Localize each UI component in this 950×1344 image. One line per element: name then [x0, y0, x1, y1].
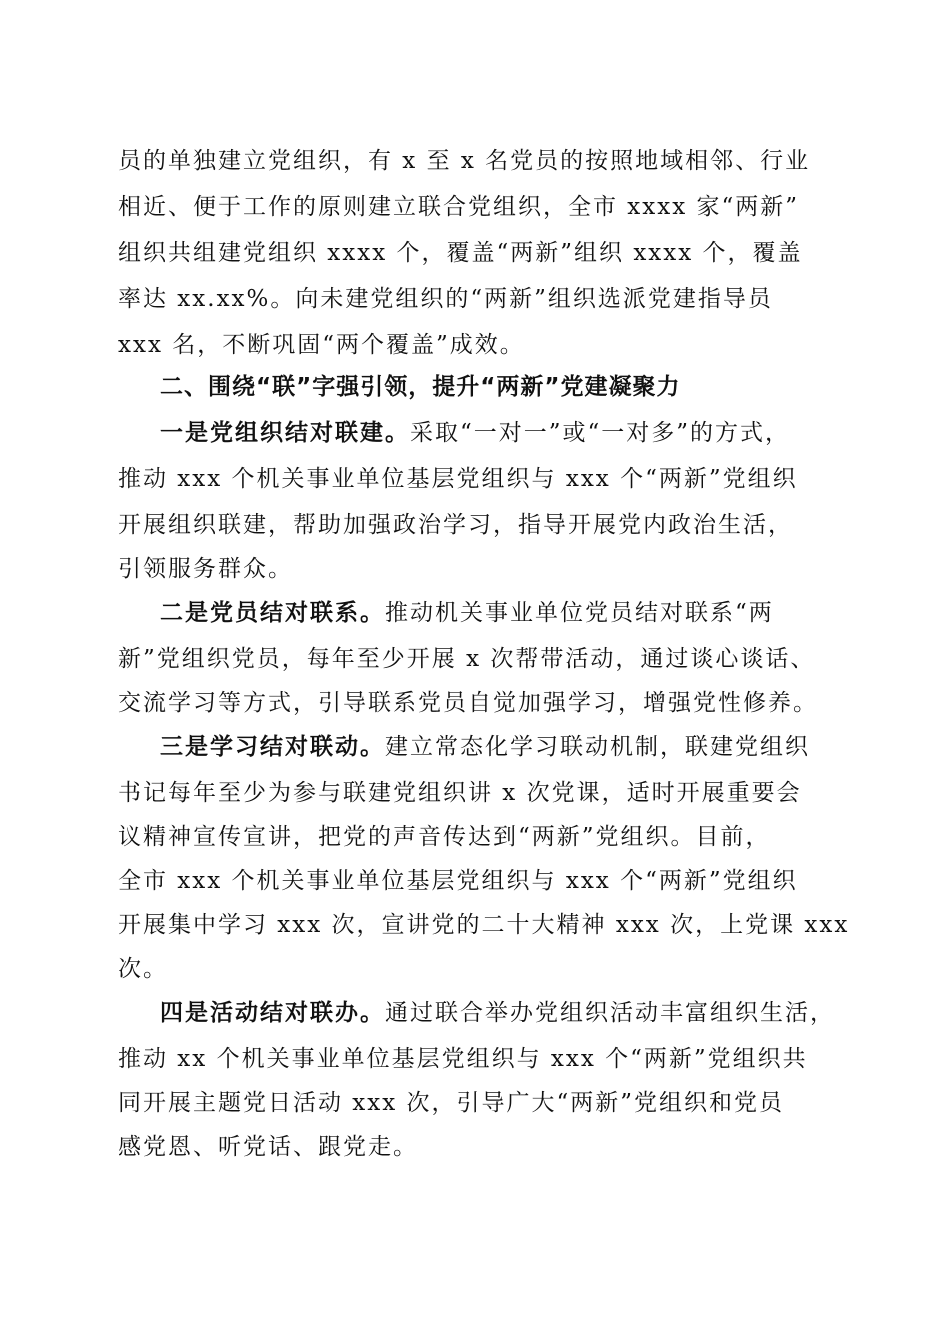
item-first-line: [160, 418, 840, 448]
paragraph-line: 议精神宣传宣讲，把党的声音传达到“两新”党组织。目前，: [118, 824, 771, 850]
paragraph-line: 引领服务群众。: [118, 556, 293, 582]
item-lead: 四是活动结对联办。: [160, 1000, 385, 1026]
paragraph-line: 全市 xxx 个机关事业单位基层党组织与 xxx 个“两新”党组织: [118, 868, 798, 894]
item-first-line: [160, 732, 840, 762]
item-lead: 一是党组织结对联建。: [160, 420, 410, 446]
paragraph-line: 率达 xx.xx%。向未建党组织的“两新”组织选派党建指导员: [118, 286, 773, 312]
item-text: 采取“一对一”或“一对多”的方式，: [410, 420, 791, 446]
paragraph-line: 相近、便于工作的原则建立联合党组织，全市 xxxx 家“两新”: [118, 194, 800, 220]
paragraph-line: 感党恩、听党话、跟党走。: [118, 1134, 418, 1160]
paragraph-line: 开展集中学习 xxx 次，宣讲党的二十大精神 xxx 次，上党课 xxx: [118, 912, 850, 938]
item-first-line: [160, 598, 840, 628]
paragraph-line: 交流学习等方式，引导联系党员自觉加强学习，增强党性修养。: [118, 690, 818, 716]
paragraph-line: 开展组织联建，帮助加强政治学习，指导开展党内政治生活，: [118, 512, 793, 538]
paragraph-line: 组织共组建党组织 xxxx 个，覆盖“两新”组织 xxxx 个，覆盖: [118, 240, 803, 266]
paragraph-line: 推动 xx 个机关事业单位基层党组织与 xxx 个“两新”党组织共: [118, 1046, 808, 1072]
paragraph-line: 次。: [118, 956, 168, 982]
section-heading: 二、围绕“联”字强引领，提升“两新”党建凝聚力: [160, 374, 681, 400]
item-text: 通过联合举办党组织活动丰富组织生活，: [385, 1000, 835, 1026]
paragraph-line: 书记每年至少为参与联建党组织讲 x 次党课，适时开展重要会: [118, 780, 802, 806]
item-text: 推动机关事业单位党员结对联系“两: [385, 600, 774, 626]
item-first-line: [160, 998, 840, 1028]
item-lead: 三是学习结对联动。: [160, 734, 385, 760]
paragraph-line: xxx 名，不断巩固“两个覆盖”成效。: [118, 332, 525, 358]
paragraph-line: 同开展主题党日活动 xxx 次，引导广大“两新”党组织和党员: [118, 1090, 785, 1116]
paragraph-line: 推动 xxx 个机关事业单位基层党组织与 xxx 个“两新”党组织: [118, 466, 798, 492]
item-lead: 二是党员结对联系。: [160, 600, 385, 626]
item-text: 建立常态化学习联动机制，联建党组织: [385, 734, 810, 760]
paragraph-line: 员的单独建立党组织，有 x 至 x 名党员的按照地域相邻、行业: [118, 148, 811, 174]
paragraph-line: 新”党组织党员，每年至少开展 x 次帮带活动，通过谈心谈话、: [118, 646, 816, 672]
